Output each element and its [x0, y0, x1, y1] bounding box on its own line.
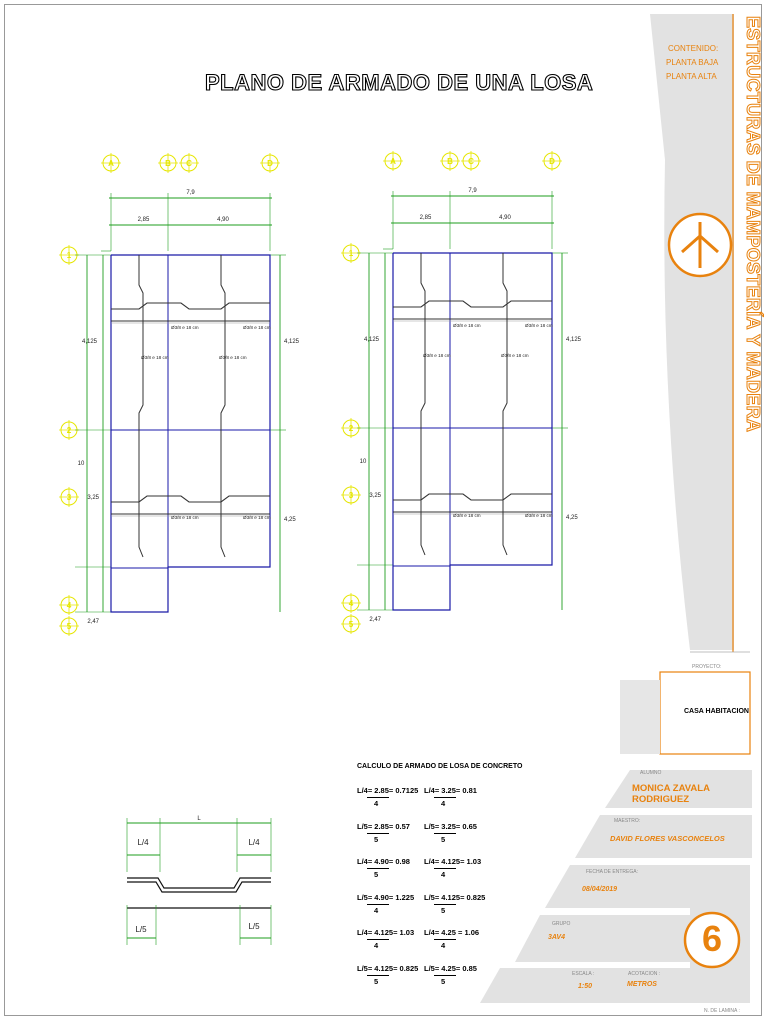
dim-span-a: 2,85 — [419, 215, 432, 221]
calc-equation: L/5= 4.25= 0.85 — [424, 963, 477, 973]
dim-span-a: 2,85 — [137, 217, 150, 223]
dim-h3: 2,47 — [87, 619, 99, 625]
detail-L: L — [197, 816, 201, 822]
dim-r2: 4,25 — [284, 517, 296, 523]
escala-value: 1:50 — [578, 983, 593, 990]
calc-equation: L/4= 4.125= 1.03 — [357, 928, 415, 937]
page-title: PLANO DE ARMADO DE UNA LOSA — [205, 70, 594, 95]
contenido-2: PLANTA ALTA — [666, 72, 717, 81]
calc-title: CALCULO DE ARMADO DE LOSA DE CONCRETO — [357, 763, 523, 770]
contenido-1: PLANTA BAJA — [666, 58, 719, 67]
rebar-label: Ø3/8 e 18 cm — [453, 513, 481, 518]
proyecto-value: CASA HABITACION — [684, 708, 749, 715]
axis-label: B — [165, 159, 171, 168]
calc-equation: L/5= 4.125= 0.825 — [424, 892, 486, 902]
rebar-label: Ø3/8 e 18 cm — [219, 355, 247, 360]
maestro-label: MAESTRO: — [614, 818, 641, 824]
sheet-number: 6 — [702, 918, 723, 959]
dim-h1: 4,125 — [81, 339, 97, 345]
alumno-label: ALUMNO — [640, 770, 662, 776]
dim-span-b: 4,90 — [217, 217, 229, 223]
dim-h3: 2,47 — [369, 617, 381, 623]
calc-equation: L/5= 3.25= 0.65 — [424, 821, 477, 831]
rebar-label: Ø3/8 e 18 cm — [525, 513, 553, 518]
axis-label: 4 — [66, 601, 72, 610]
dim-r1: 4,125 — [284, 339, 300, 345]
axis-label: D — [267, 159, 273, 168]
axis-label: C — [186, 159, 192, 168]
rebar-label: Ø3/8 e 18 cm — [525, 323, 553, 328]
calc-denominator: 4 — [374, 905, 379, 915]
axis-label: 3 — [66, 493, 72, 502]
detail-L5-left: L/5 — [135, 925, 147, 934]
calc-equation: L/4= 4.125= 1.03 — [424, 857, 482, 866]
calc-equation: L/4= 4.90= 0.98 — [357, 857, 410, 866]
dim-span-b: 4,90 — [499, 215, 511, 221]
calc-denominator: 4 — [441, 941, 446, 950]
dim-total-height: 10 — [77, 461, 85, 467]
dim-r1: 4,125 — [566, 337, 582, 343]
dim-h2: 3,25 — [87, 495, 99, 501]
dim-h2: 3,25 — [369, 493, 381, 499]
dim-total-height: 10 — [359, 459, 367, 465]
calc-denominator: 5 — [374, 976, 379, 986]
acotacion-label: ACOTACION : — [628, 971, 661, 977]
calc-denominator: 4 — [441, 799, 446, 808]
calc-equation: L/4= 4.25 = 1.06 — [424, 928, 480, 937]
axis-label: 1 — [348, 249, 354, 258]
axis-label: 1 — [66, 251, 72, 260]
axis-label: B — [447, 157, 453, 166]
rebar-label: Ø3/8 e 18 cm — [171, 515, 199, 520]
dim-r2: 4,25 — [566, 515, 578, 521]
calc-denominator: 4 — [441, 870, 446, 879]
escala-label: ESCALA : — [572, 971, 595, 977]
calc-equation: L/4= 2.85= 0.7125 — [357, 786, 419, 795]
maestro-value: DAVID FLORES VASCONCELOS — [610, 834, 725, 843]
axis-label: 2 — [66, 426, 72, 435]
rebar-label: Ø3/8 e 18 cm — [501, 353, 529, 358]
axis-label: A — [390, 157, 396, 166]
rebar-label: Ø3/8 e 18 cm — [243, 325, 271, 330]
axis-label: A — [108, 159, 114, 168]
rebar-label: Ø3/8 e 18 cm — [423, 353, 451, 358]
calc-equation: L/5= 4.90= 1.225 — [357, 892, 415, 902]
fecha-label: FECHA DE ENTREGA: — [586, 869, 638, 875]
calc-denominator: 5 — [441, 834, 446, 844]
proyecto-label: PROYECTO: — [692, 664, 722, 670]
detail-L5-right: L/5 — [248, 922, 260, 931]
dim-total-width: 7,9 — [186, 190, 195, 196]
dim-h1: 4,125 — [363, 337, 379, 343]
rebar-label: Ø3/8 e 18 cm — [453, 323, 481, 328]
grupo-value: 3AV4 — [548, 934, 565, 941]
alumno-value: MONICA ZAVALA RODRIGUEZ — [632, 783, 710, 805]
rebar-label: Ø3/8 e 18 cm — [171, 325, 199, 330]
axis-label: 3 — [348, 491, 354, 500]
calc-equation: L/5= 4.125= 0.825 — [357, 963, 419, 973]
rebar-label: Ø3/8 e 18 cm — [141, 355, 169, 360]
axis-label: 4 — [348, 599, 354, 608]
lamina-label: N. DE LAMINA : — [704, 1008, 740, 1014]
calc-equation: L/4= 3.25= 0.81 — [424, 786, 477, 795]
contenido-label: CONTENIDO: — [668, 44, 719, 53]
axis-label: 5 — [348, 620, 354, 629]
calc-denominator: 4 — [374, 799, 379, 808]
detail-L4-right: L/4 — [248, 838, 260, 847]
calc-denominator: 5 — [441, 976, 446, 986]
calc-denominator: 5 — [441, 905, 446, 915]
calc-equation: L/5= 2.85= 0.57 — [357, 821, 410, 831]
axis-label: 2 — [348, 424, 354, 433]
calc-denominator: 5 — [374, 870, 379, 879]
grupo-label: GRUPO — [552, 921, 571, 927]
rebar-label: Ø3/8 e 18 cm — [243, 515, 271, 520]
vertical-title: ESTRUCTURAS DE MAMPOSTERÍA Y MADERA — [743, 16, 763, 433]
detail-L4-left: L/4 — [137, 838, 149, 847]
axis-label: C — [468, 157, 474, 166]
calc-denominator: 5 — [374, 834, 379, 844]
acotacion-value: METROS — [627, 981, 657, 988]
calc-denominator: 4 — [374, 941, 379, 950]
axis-label: D — [549, 157, 555, 166]
axis-label: 5 — [66, 622, 72, 631]
dim-total-width: 7,9 — [468, 188, 477, 194]
fecha-value: 08/04/2019 — [582, 886, 618, 893]
